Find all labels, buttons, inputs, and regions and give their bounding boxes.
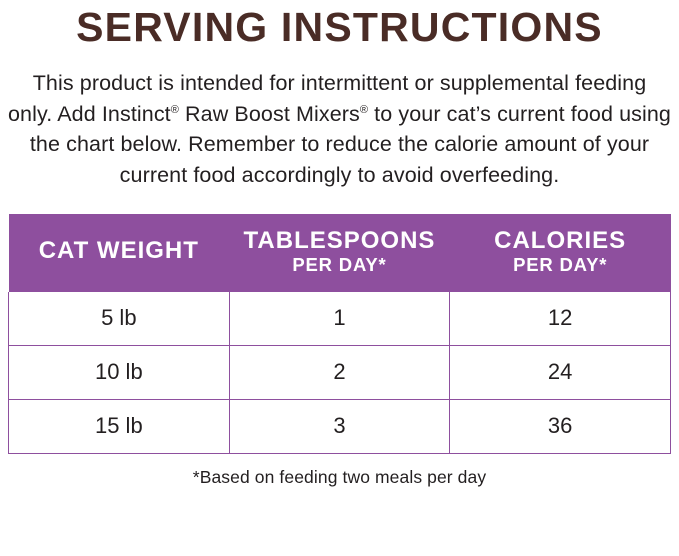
table-header-row bbox=[9, 214, 671, 292]
feeding-chart-table bbox=[8, 214, 671, 454]
page-title: SERVING INSTRUCTIONS bbox=[76, 4, 603, 50]
intro-text-part2: Raw Boost Mixers bbox=[178, 101, 360, 126]
registered-mark-icon: ® bbox=[359, 103, 369, 116]
table-body bbox=[9, 292, 671, 454]
table-row bbox=[9, 399, 671, 453]
cell-tablespoons: 2 bbox=[229, 345, 450, 399]
intro-text-part1: This product is intended for intermittent or supplemental feeding only. Add Instinct bbox=[8, 71, 647, 126]
cell-cat-weight: 5 lb bbox=[9, 292, 230, 346]
table-row bbox=[9, 345, 671, 399]
cell-calories: 36 bbox=[450, 399, 671, 453]
feeding-chart-wrapper bbox=[8, 214, 671, 454]
column-header-cat-weight-label: CAT WEIGHT bbox=[38, 237, 199, 265]
table-header bbox=[9, 214, 671, 292]
column-header-tablespoons-sublabel: PER DAY* bbox=[292, 253, 387, 275]
cell-cat-weight: 15 lb bbox=[9, 399, 230, 453]
column-header-calories bbox=[450, 214, 671, 292]
column-header-tablespoons-label: TABLESPOONS bbox=[243, 227, 436, 255]
table-footnote: *Based on feeding two meals per day bbox=[192, 466, 487, 487]
table-row bbox=[9, 292, 671, 346]
column-header-tablespoons bbox=[229, 214, 450, 292]
intro-paragraph bbox=[8, 68, 671, 190]
registered-mark-icon: ® bbox=[170, 103, 179, 116]
cell-calories: 12 bbox=[450, 292, 671, 346]
serving-instructions-panel bbox=[0, 6, 679, 556]
cell-cat-weight: 10 lb bbox=[9, 345, 230, 399]
column-header-cat-weight bbox=[9, 214, 230, 292]
column-header-calories-label: CALORIES bbox=[494, 227, 627, 255]
cell-tablespoons: 3 bbox=[229, 399, 450, 453]
cell-calories: 24 bbox=[450, 345, 671, 399]
cell-tablespoons: 1 bbox=[229, 292, 450, 346]
intro-text-part3: to your cat’s current food using the chart below. Remember to reduce the calorie amount of your current food accordingly to avoid overfeeding. bbox=[29, 101, 671, 187]
column-header-calories-sublabel: PER DAY* bbox=[513, 253, 608, 275]
